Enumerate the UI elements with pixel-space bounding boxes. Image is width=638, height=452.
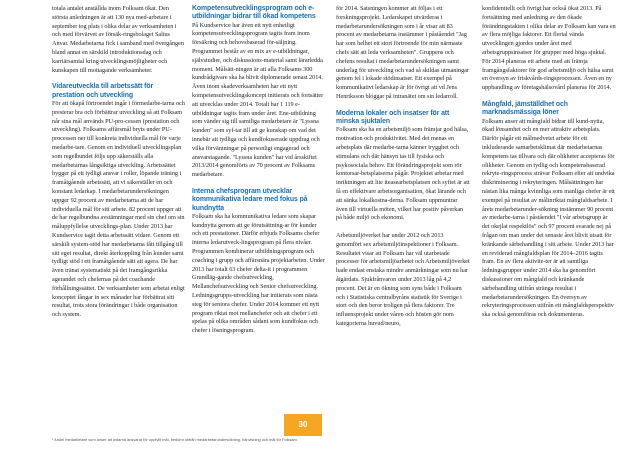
section-heading: Mångfald, jämställdhet och marknadsmässiga löner xyxy=(482,100,568,117)
footnote: ¹ Andel medarbetare som anser att ledarna ansvarar för uppfyllt mål, bedömt utifrån medarbetarundersökning, hänvisning och mål för Folksam. xyxy=(52,437,298,442)
body-paragraph: Folksam anser att mångfald bidrar till kund-nytta, ökad lönsamhet och en mer attraktiv arbetsplats. Därför pågår ett målmedvetet arbete för ett inkluderande samarbetsklimat där medarbetarnas kompetens tas tillvara och där olikheter accepteras för olikheter. Genom en tydlig och kompetensbaserad rekryte-ringsprocess strävar Folksam efter att undvika diskriminering i rekryteringen. Målsättningen har nästan lika många kvinnliga som manliga chefer är ett exempel på resultat av målinriktat mångfaldsarbete. I årets medarbetarunder-sökning instämmer 90 procent av medarbe-tarna i påståendet "I vår arbetsgrupp är det okejlat respektlös" och 97 procent svarade nej på frågan om man under det senaste året blivit utsatt för kränkande särbehandling i sitt arbete. Under 2013 har en reviderad mångfaldsplan för 2014–2016 tagits fram. En av flera aktivite-ter är att samtliga ledningsgrupper under 2014 ska ha genomfört diskussioner om mångfald och kränkande särbehandling utifrån stränga resultat i medarbetarundersökningen. En översyn av rekryteringsprocessen utifrån ett mångfaldsperspektiv ska också genomföras och dokumenteras. xyxy=(482,117,615,319)
column-4 xyxy=(482,5,616,320)
page-number: 30 xyxy=(284,414,322,436)
body-paragraph: totala antalet anställda inom Folksam ökat. Den största anledningen är att 130 nya med-arbetare i september tog plats i olika delar av verksamheten i och med förvärvet av försäk-ringsbolaget Saltus Anvar. Medarbetarna fick i samband med övergången bland annat en särskild introduktionsdag och karriärsamtal kring utvecklingsmöjligheter och kunskapen till mottagande verksamheter. xyxy=(52,5,184,74)
section-heading: Interna chefsprogram utvecklar kommunikativa ledare med fokus på kundnytta xyxy=(192,187,308,212)
body-paragraph: Folksam ska ha kommunikativa ledare som skapar kundnytta genom att ge förutsättning-ar för kunder och ett prestationer. Därför erbjuds Folksams chefer interna ledarutveck-lingsprogram på flera nivåer. Programmen kombinerar utbildningsprogram och coaching i grupp och affärsnära projektarbeten. Under 2013 har totalt 63 chefer delta-it i programmen Grundläg-gande chefsutveckling, Mellanchefsutveckling och Senior chefsutveckling. Ledningsgrupps-utveckling har initierats som nästa steg för seniora chefer. Under 2014 kommer ett nytt program riktat mot mellanchefer och att chefer i ett spelas på olika områden sådant som kundfokus och chefer i lösningsprogram. xyxy=(192,212,325,335)
body-paragraph: För att ökapå förtroendet ingår i förmedarbe-tarna och presterar bra och förbättrar utveckling så att Folksam når sina mål används PU-pro-cessen (prestation och utveckling). Folksams affärsmål bryts under PU-processen ner till konkreta individuella mål för varje medarbe-tare. Genom en individuell utvecklingsplan som regelbundet följs upp säkerställs alla medarbetarnas långsiktiga utveckling. Arbetssättet bygger på ett tydligt ansvar i roller, löpande träning i framåtgående arbetssätt, att vi säkerställer en och konstant ledarkap. I medarbetarundersökningen uppger 92 procent av medarbetarna att de har individuella mål för sitt arbete. 82 procent uppger att de har regelbundna avstämningar med sin chef om sin måluppfyllelse utvecklings-plan. Under 2013 har Kundservice tagit detta arbetssätt vidare. Genom ett särskilt system-stöd har medarbetarna fått tillgång till sitt eget resultat, direkt återkoppling från kunder samt tydligt stöd i ett framåtgående sätt att agera. De har även tränat systematiskt på det framgångsrikka agerandet och chefernas på det coachande förhållningssättet. De verksamheter som arbetat enligt konceptet fångar in sex månader har förbättrat sitt resultat, trots stora förändringar i både organisation och system. xyxy=(52,99,185,319)
body-paragraph: Arbetsmiljöverket har under 2012 och 2013 genomfört sex arbetsmiljöinspektioner i Folksam. Resultatet visar att Folksam har väl utarbetade processer för arbetsmiljöarbetet och Arbetsmiljöverket hade endast enstaka mindre anmärkningar som nu har åtgärdats. Sjukfrånvaron under 2013 låg på 4,2 procent. Det är en ökning som syns både i Folksam och i Statistiska centralbyråns statistik för Sverige i stort och den beror troligen på flera faktorer. Tre influensprojekt under våren och hösten gör nom kategorierna huvud/neuro, xyxy=(336,231,470,327)
column-3 xyxy=(336,5,470,329)
section-heading: Moderna lokaler och insatser för att minska sjuktalen xyxy=(336,109,450,126)
section-heading: Vidareutveckla till arbetssätt för prestation och utveckling xyxy=(52,83,154,99)
column-2 xyxy=(192,5,326,336)
body-paragraph: Folksam ska ha en arbetsmiljö som främjar god hälsa, motivation och produktivitet. Med det menas en arbetsplats där medarbe-tarna känner trygghet och stimulans och där hänsyn tas till fysiska och psykosociala behov. Ett förändringsprojekt som rör kontorsar-betsplatserna pågår. Projektet arbetar med inriktningen att lite iteasearbetsplatsen och syftet är att få en effektivare arbetsorganisation, ökat lärande och att sänka lokalkostna-derna. Folksam uppmuntrar även till virtuella möten, vilket har positiv påverkan på både miljö och ekonomi. xyxy=(336,126,470,222)
body-paragraph: för 2014. Satsningen kommer att följas i ett forskningsprojekt. Ledarskapet utvärderas i medarbetarundersökningen som i år visar att 83 procent av medarbetarna instämmer i påståendet "Jag har som helhet ett stort förtroende för min närmaste chefs sätt att leda verksamheten". Gruppens och chefens resultat i medarbetarundersökningen samt underlag för utveckling och vad så skildas utmaningar genom fel i lokade stödinsatser. Ett exempel på kommunikativt ledarskap är för övrigt att vd Jens Henriksson bloggar på intranätet om sin ledarroll. xyxy=(336,5,469,100)
body-paragraph: konfidentiellt och övrigt har också ökat 2013. På fortsättning med anledning av den ökade förändringstakten i olika delar av Folksam kan vara en av flera möjliga faktorer. Ett flertal vända utvecklingen gjordes under året med arbetsgruppsinsatser för grupper med höga sjuktal. För 2014 planeras ett arbete med att främja framgångsfaktorer för god arbetsmiljö och hälsa samt en översyn av friskvårds-ringsprocessen. Även en ny uppbandling av företagshälsovård planeras för 2014. xyxy=(482,5,616,92)
column-1 xyxy=(52,5,186,320)
section-heading: Kompetensutvecklingsprogram och e-utbildningar bidrar till ökad kompetens xyxy=(192,5,316,21)
body-paragraph: På Kundservice har även ett nytt enhetligt kompetensutvecklingsprogram tagits fram inom försäkring och behovsbaserad för-säljning. Programmet består av en mix av e-utbildningar, självstudier, och diskussions-material samt lärarledda moment. Målsätt-ningen är att alla Folksams 300 kundrådgivare ska ha blivit diplomerade senast 2014. Även inom skadeverksamheten har ett nytt kompetensutvecklingskoncept initierats och fortsätter att utvecklas under 2014. Totalt har 1 119 e-utbildningar tagits fram under året. Ene-utbildning som vänder sig till samtliga medarbetare är "Lyssna kunden" som syf-tar till att ge kunskap om vad det innebär att tydliga och kundfokuserade uppdrag och vilka förväntningar på personligt engagerad och ansvarstagande. "Lyssna kunden" har vid årsskiftet 2013/2014 genomförts av 70 procent av Folksams medarbetare. xyxy=(192,21,324,179)
